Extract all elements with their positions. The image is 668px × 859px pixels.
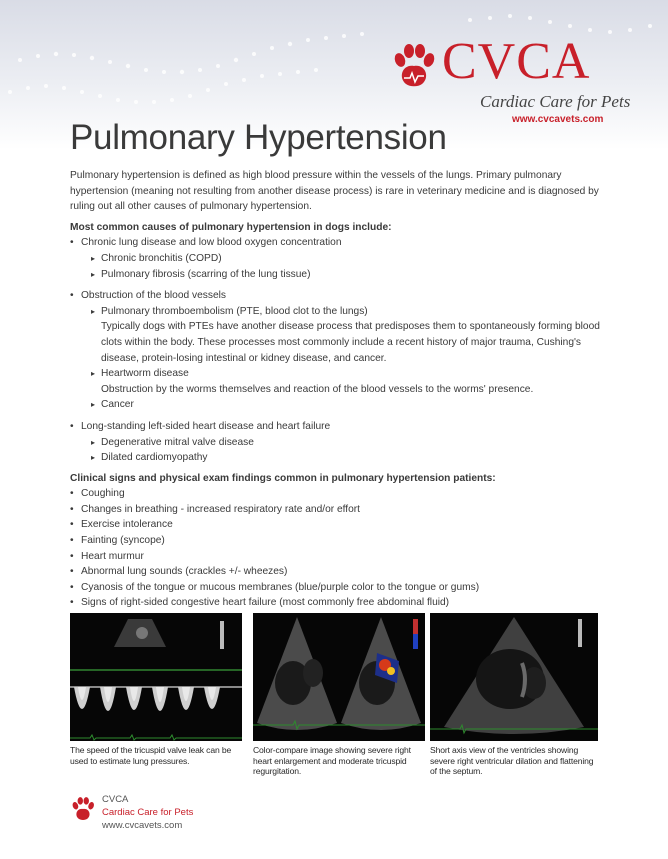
cause-subitem: ▸ Chronic bronchitis (COPD)	[91, 251, 600, 267]
short-axis-echo-image[interactable]	[430, 613, 598, 741]
cause-item	[70, 288, 600, 413]
paw-heart-icon	[70, 796, 96, 822]
header-url[interactable]: www.cvcavets.com	[512, 114, 604, 125]
cause-item	[70, 235, 600, 282]
cause-note: Typically dogs with PTEs have another disease process that predisposes them to spontaneously forming blood clots within the body. These processes most commonly include a recent history of major trauma, Cushing's disease, protein-losing intestinal or kidney disease, and cancer.	[101, 321, 600, 364]
cause-item	[70, 419, 600, 466]
cause-subitem: ▸ Cancer	[91, 397, 600, 413]
cause-subitem: ▸ Dilated cardiomyopathy	[91, 450, 600, 466]
cause-subitem-label: Pulmonary thromboembolism (PTE, blood clot to the lungs)	[101, 305, 368, 317]
sign-item: • Changes in breathing - increased respiratory rate and/or effort	[70, 502, 600, 518]
sign-item: • Fainting (syncope)	[70, 533, 600, 549]
logo-wordmark: CVCA	[442, 33, 591, 90]
cause-subitem	[91, 366, 600, 397]
paw-heart-icon	[390, 42, 438, 90]
causes-heading: Most common causes of pulmonary hypertension in dogs include:	[70, 221, 392, 233]
figure-caption: The speed of the tricuspid valve leak can be used to estimate lung pressures.	[70, 745, 232, 766]
cause-note: Obstruction by the worms themselves and reaction of the blood vessels to the worms' presence.	[101, 383, 534, 395]
figure-doppler	[70, 613, 242, 766]
logo-tagline: Cardiac Care for Pets	[480, 92, 631, 111]
sign-item: • Heart murmur	[70, 549, 600, 565]
intro-paragraph: Pulmonary hypertension is defined as high blood pressure within the vessels of the lungs. Primary pulmonary hypertension (meaning not resulting from another disease process) is rare in veterinary medicine and is diagnosed by ruling out all other causes of pulmonary hypertension.	[70, 170, 599, 213]
cause-subitem: ▸ Pulmonary fibrosis (scarring of the lung tissue)	[91, 267, 600, 283]
figure-color-compare	[253, 613, 425, 777]
footer-url[interactable]: www.cvcavets.com	[102, 820, 183, 831]
cause-subitem-label: Heartworm disease	[101, 368, 189, 380]
sign-item: • Exercise intolerance	[70, 517, 600, 533]
cause-subitem: ▸ Degenerative mitral valve disease	[91, 435, 600, 451]
cause-subitem	[91, 304, 600, 366]
color-compare-echo-image[interactable]	[253, 613, 425, 741]
figure-caption: Color-compare image showing severe right heart enlargement and moderate tricuspid regurgitation.	[253, 745, 411, 777]
cause-sublist	[91, 435, 600, 466]
figure-caption: Short axis view of the ventricles showing severe right ventricular dilation and flattening of the septum.	[430, 745, 594, 777]
causes-list	[70, 235, 600, 465]
signs-heading: Clinical signs and physical exam findings common in pulmonary hypertension patients:	[70, 472, 496, 484]
sign-item: • Coughing	[70, 486, 600, 502]
cause-label: Chronic lung disease and low blood oxygen concentration	[81, 237, 342, 249]
page-title: Pulmonary Hypertension	[70, 118, 447, 157]
cause-sublist	[91, 251, 600, 282]
cause-label: Obstruction of the blood vessels	[81, 290, 226, 302]
cause-sublist	[91, 304, 600, 413]
sign-item: • Signs of right-sided congestive heart failure (most commonly free abdominal fluid)	[70, 595, 600, 611]
sign-item: • Abnormal lung sounds (crackles +/- wheezes)	[70, 564, 600, 580]
footer	[70, 794, 270, 834]
cvca-logo	[388, 33, 631, 126]
main-content	[70, 168, 600, 611]
doppler-echo-image[interactable]	[70, 613, 242, 741]
signs-list	[70, 486, 600, 611]
cause-label: Long-standing left-sided heart disease and heart failure	[81, 420, 331, 432]
footer-name: CVCA	[102, 794, 129, 805]
sign-item: • Cyanosis of the tongue or mucous membranes (blue/purple color to the tongue or gums)	[70, 580, 600, 596]
figure-short-axis	[430, 613, 598, 777]
footer-tagline: Cardiac Care for Pets	[102, 807, 194, 818]
figures-row	[70, 613, 598, 783]
